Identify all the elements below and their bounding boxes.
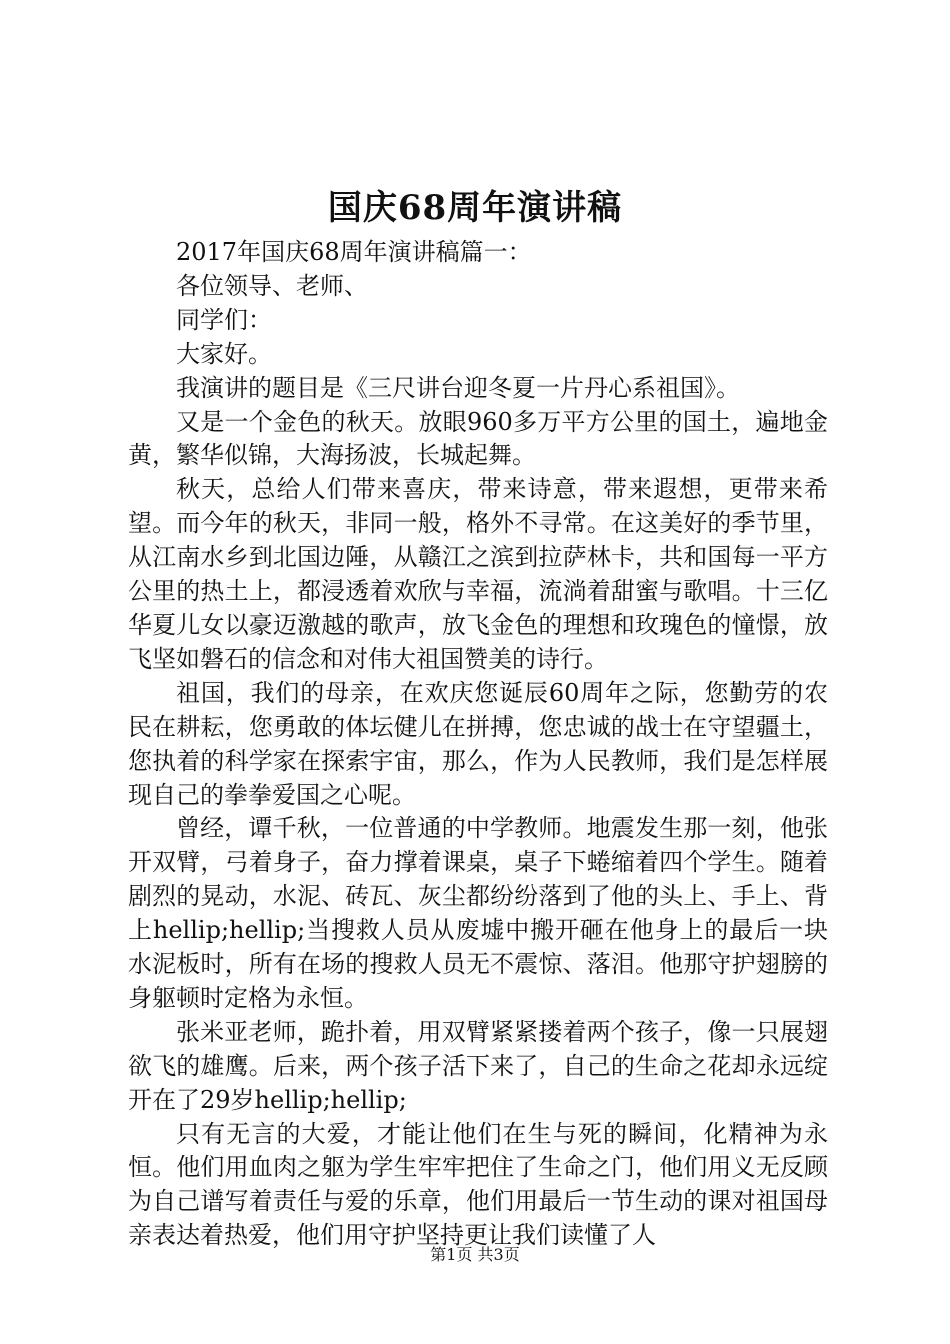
document-body — [128, 236, 828, 1253]
paragraph-tan-qianqiu: 曾经，谭千秋，一位普通的中学教师。地震发生那一刻，他张开双臂，弓着身子，奋力撑着课桌，桌子下蜷缩着四个学生。随着剧烈的晃动，水泥、砖瓦、灰尘都纷纷落到了他的头上、手上、背上hellip;hellip;当搜救人员从废墟中搬开砸在他身上的最后一块水泥板时，所有在场的搜救人员无不震惊、落泪。他那守护翅膀的身躯顿时定格为永恒。 — [128, 814, 828, 1012]
paragraph-salutation-1: 各位领导、老师、 — [176, 271, 368, 300]
page-footer: 第1页 共3页 — [430, 1245, 520, 1264]
paragraph-heading: 2017年国庆68周年演讲稿篇一： — [176, 238, 532, 266]
paragraph-great-love: 只有无言的大爱，才能让他们在生与死的瞬间，化精神为永恒。他们用血肉之躯为学生牢牢把住了生命之门，他们用义无反顾为自己谱写着责任与爱的乐章，他们用最后一节生动的课对祖国母亲表达着热爱，他们用守护坚持更让我们读懂了人 — [128, 1119, 828, 1250]
paragraph-autumn-intro: 又是一个金色的秋天。放眼960多万平方公里的国土，遍地金黄，繁华似锦，大海扬波，长城起舞。 — [128, 407, 828, 470]
paragraph-topic: 我演讲的题目是《三尺讲台迎冬夏一片丹心系祖国》。 — [176, 373, 740, 402]
paragraph-salutation-2: 同学们： — [176, 305, 272, 334]
paragraph-motherland: 祖国，我们的母亲，在欢庆您诞辰60周年之际，您勤劳的农民在耕耘，您勇敢的体坛健儿在拼搏，您忠诚的战士在守望疆土，您执着的科学家在探索宇宙，那么，作为人民教师，我们是怎样展现自己的拳拳爱国之心呢。 — [128, 678, 828, 809]
paragraph-autumn-hope: 秋天，总给人们带来喜庆，带来诗意，带来遐想，更带来希望。而今年的秋天，非同一般，格外不寻常。在这美好的季节里，从江南水乡到北国边陲，从赣江之滨到拉萨林卡，共和国每一平方公里的热土上，都浸透着欢欣与幸福，流淌着甜蜜与歌唱。十三亿华夏儿女以豪迈激越的歌声，放飞金色的理想和玫瑰色的憧憬，放飞坚如磐石的信念和对伟大祖国赞美的诗行。 — [128, 475, 828, 673]
paragraph-greeting: 大家好。 — [176, 339, 272, 368]
document-title: 国庆68周年演讲稿 — [327, 188, 623, 228]
paragraph-zhang-miya: 张米亚老师，跪扑着，用双臂紧紧搂着两个孩子，像一只展翅欲飞的雄鹰。后来，两个孩子活下来了，自己的生命之花却永远绽开在了29岁hellip;hellip; — [128, 1017, 828, 1114]
